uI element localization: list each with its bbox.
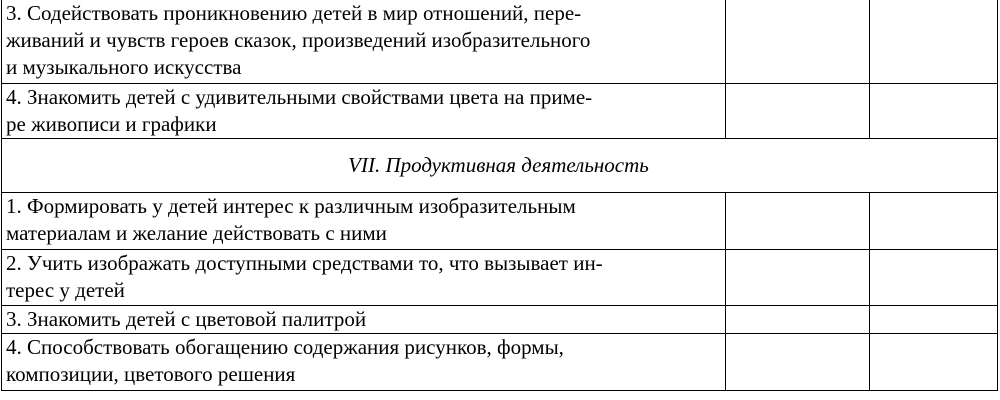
table-row [2, 334, 998, 391]
blank-cell-a [726, 84, 870, 139]
goal-text-cell: 3. Содействовать проникновению детей в мир отношений, пере- живаний и чувств героев сказок, произведений изобразительного и музыкального искусства [2, 0, 726, 84]
blank-cell-b [870, 306, 998, 334]
blank-cell-b [870, 0, 998, 84]
table-row [2, 250, 998, 306]
section-heading: VII. Продуктивная деятельность [2, 139, 998, 193]
blank-cell-a [726, 0, 870, 84]
blank-cell-a [726, 334, 870, 391]
blank-cell-a [726, 306, 870, 334]
table-row [2, 193, 998, 250]
goals-table [1, 0, 998, 391]
goal-text-cell: 1. Формировать у детей интерес к различным изобразительным материалам и желание действовать с ними [2, 193, 726, 250]
blank-cell-a [726, 193, 870, 250]
goal-text-cell: 2. Учить изображать доступными средствами то, что вызывает ин- терес у детей [2, 250, 726, 306]
blank-cell-b [870, 334, 998, 391]
table-row [2, 84, 998, 139]
goal-text-cell: 4. Способствовать обогащению содержания рисунков, формы, композиции, цветового решения [2, 334, 726, 391]
blank-cell-a [726, 250, 870, 306]
goal-text-cell: 4. Знакомить детей с удивительными свойствами цвета на приме- ре живописи и графики [2, 84, 726, 139]
blank-cell-b [870, 193, 998, 250]
table-row [2, 306, 998, 334]
section-row [2, 139, 998, 193]
blank-cell-b [870, 250, 998, 306]
blank-cell-b [870, 84, 998, 139]
table-row [2, 0, 998, 84]
goal-text-cell: 3. Знакомить детей с цветовой палитрой [2, 306, 726, 334]
